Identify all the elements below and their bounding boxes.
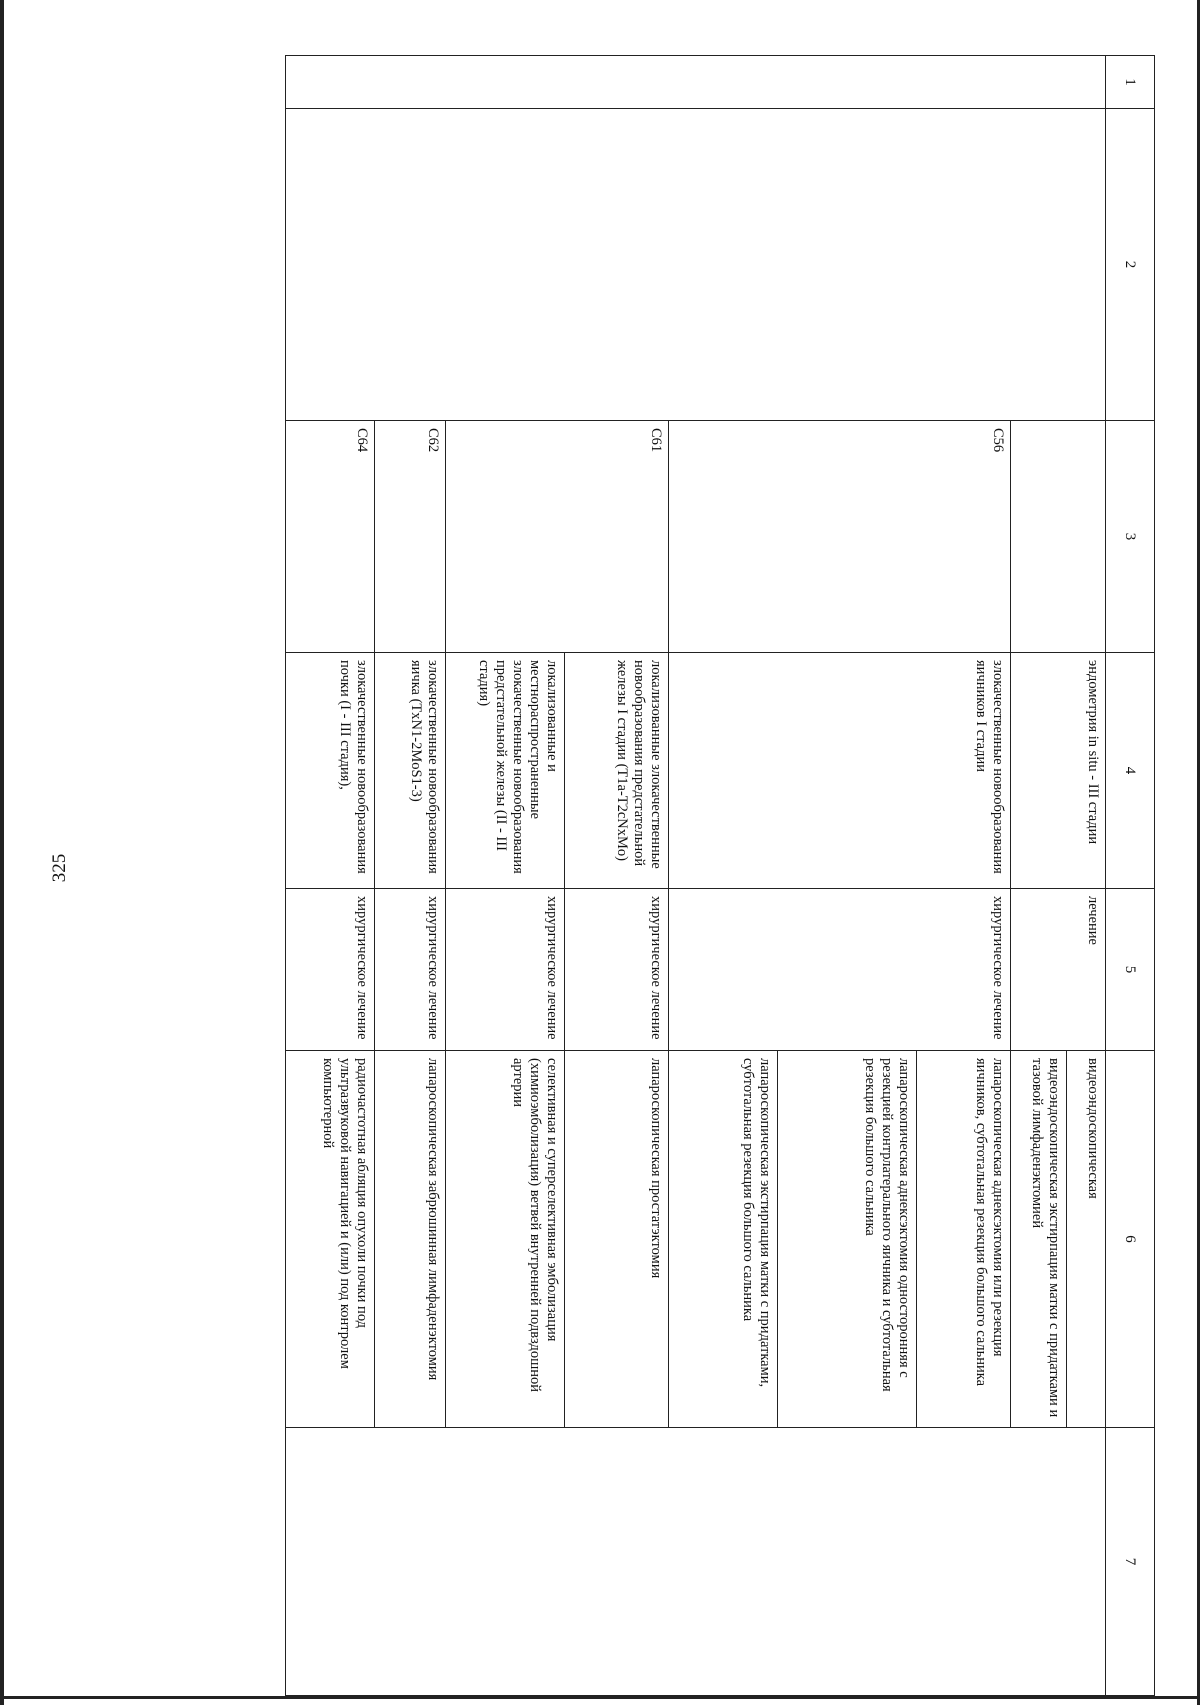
- diagnosis-cell: злокачественные новообразования почки (I - III стадия),: [286, 653, 375, 889]
- method-cell: лапароскопическая аднексэктомия или резекция яичников, субтотальная резекция большого сальника: [917, 1051, 1011, 1428]
- method-cell: лапароскопическая аднексэктомия односторонняя с резекцией контрлатерального яичника и субтотальная резекция большого сальника: [778, 1051, 917, 1428]
- table-row: [1067, 56, 1106, 1696]
- code-cell: C64: [286, 421, 375, 653]
- treatment-cell: хирургическое лечение: [669, 889, 1011, 1051]
- procedures-table: [285, 55, 1155, 1696]
- treatment-cell: хирургическое лечение: [446, 889, 565, 1051]
- header-cell-1: 1: [1106, 56, 1155, 109]
- treatment-cell: хирургическое лечение: [286, 889, 375, 1051]
- col1-cell: [286, 56, 1106, 109]
- method-cell: селективная и суперселективная эмболизация (химиоэмболизация) ветвей внутренней подвздошной артерии: [446, 1051, 565, 1428]
- method-cell: лапароскопическая простатэктомия: [565, 1051, 669, 1428]
- header-cell-2: 2: [1106, 109, 1155, 421]
- header-cell-5: 5: [1106, 889, 1155, 1051]
- header-cell-6: 6: [1106, 1051, 1155, 1428]
- page-number: 325: [49, 853, 70, 883]
- scan-edge-left: [0, 0, 4, 1705]
- code-cell: C62: [375, 421, 446, 653]
- header-cell-3: 3: [1106, 421, 1155, 653]
- code-cell: [1011, 421, 1106, 653]
- method-cell: видеоэндоскопическая экстирпация матки с придатками и тазовой лимфаденэктомией: [1011, 1051, 1067, 1428]
- diagnosis-cell: локализованные злокачественные новообразования предстательной железы I стадии (T1a-T2cNxMo): [565, 653, 669, 889]
- method-cell: лапароскопическая экстирпация матки с придатками, субтотальная резекция большого сальника: [669, 1051, 778, 1428]
- code-cell: C56: [669, 421, 1011, 653]
- rotated-page: [123, 55, 1155, 1695]
- treatment-cell: хирургическое лечение: [565, 889, 669, 1051]
- treatment-cell: хирургическое лечение: [375, 889, 446, 1051]
- col7-cell: [286, 1428, 1106, 1696]
- method-cell: лапароскопическая забрюшинная лимфаденэктомия: [375, 1051, 446, 1428]
- code-cell: C61: [446, 421, 669, 653]
- method-cell: видеоэндоскопическая: [1067, 1051, 1106, 1428]
- scan-edge-bottom: [0, 1696, 1200, 1699]
- method-cell: радиочастотная абляция опухоли почки под ультразвуковой навигацией и (или) под контролем компьютерной: [286, 1051, 375, 1428]
- col2-cell: [286, 109, 1106, 421]
- diagnosis-cell: локализованные и местнораспространенные злокачественные новообразования предстательной железы (II - III стадия): [446, 653, 565, 889]
- header-cell-4: 4: [1106, 653, 1155, 889]
- header-row: [1106, 56, 1155, 1696]
- diagnosis-cell: злокачественные новообразования яичка (TxN1-2MoS1-3): [375, 653, 446, 889]
- treatment-cell: лечение: [1011, 889, 1106, 1051]
- header-cell-7: 7: [1106, 1428, 1155, 1696]
- diagnosis-cell: эндометрия in situ - III стадии: [1011, 653, 1106, 889]
- diagnosis-cell: злокачественные новообразования яичников I стадии: [669, 653, 1011, 889]
